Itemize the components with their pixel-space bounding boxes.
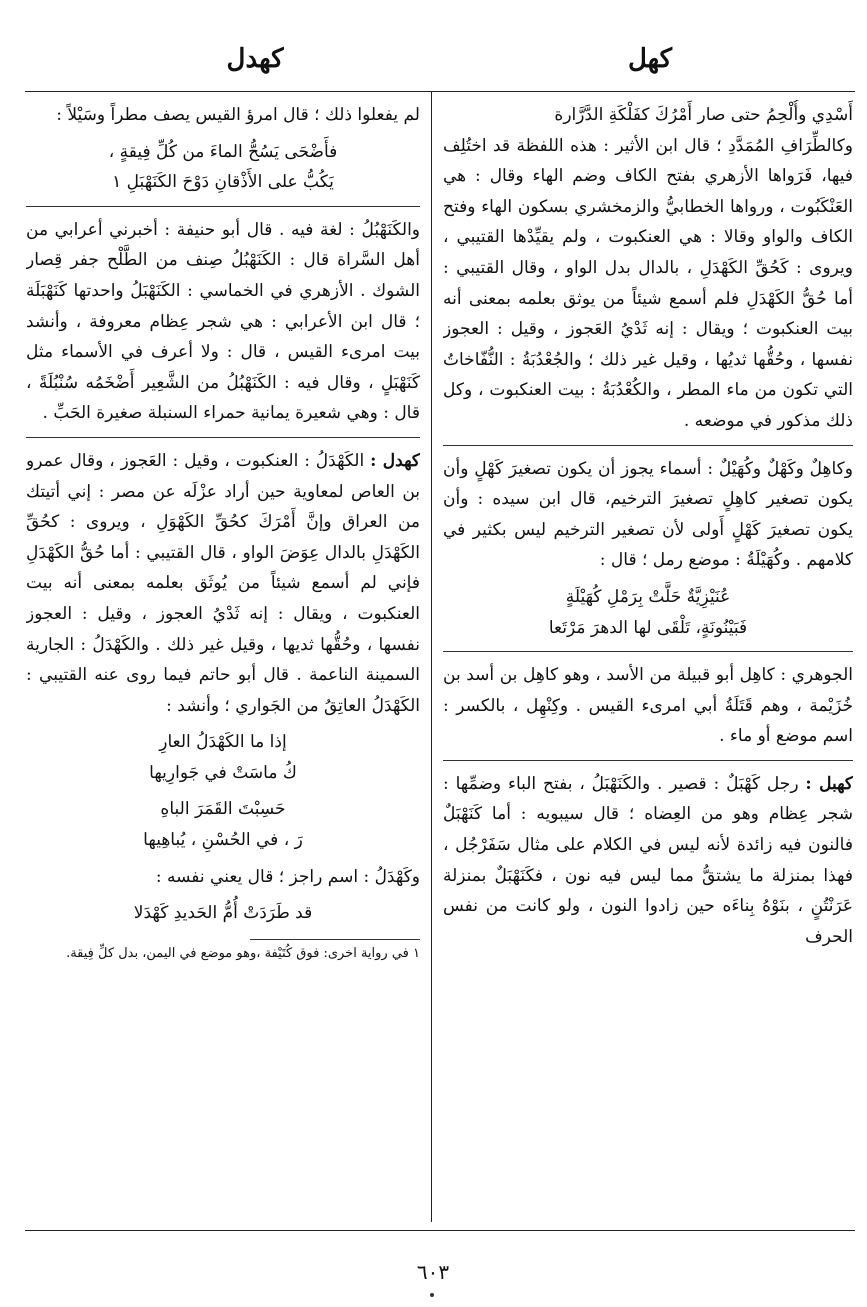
paragraph xyxy=(443,454,853,576)
paragraph xyxy=(443,660,853,752)
paragraph xyxy=(26,215,420,429)
verse-line: حَسِبْتَ القَمَرَ الباهِ xyxy=(160,799,286,820)
section-divider xyxy=(26,437,420,438)
right-column xyxy=(443,100,853,1222)
paragraph-text: وكالطِّرَافِ المُمَدَّدِ ؛ قال ابن الأثير : هذه اللفظة قد اختُلِف فيها، فَرَواها الأزهري بفتح الكاف وضم الهاء وقال : هي العَنْكَبُوت ، ورواها الخطابيُّ والزمخشري بسكون الهاء وفتح الكاف والواو وقالا : هي العنكبوت ، ولم يقيِّدْها القتيبي ، ويروى : كَحُقِّ الكَهْدَلِ ، بالدال بدل الواو ، وقال القتيبي : أما حُقُّ الكَهْدَلِ فلم أسمع شيئاً من يوثق بعلمه بمعنى أنه بيت العنكبوت ؛ ويقال : إنه ثَدْيُ العَجوز ، وقيل : العجوز نفسها ، وحُقُّها ثديُها ، وقيل غير ذلك ؛ والجُعْدُبَةُ : النُّفّاخاتُ التي تكون من ماء المطر ، والكُعْدُبَةُ : بيت العنكبوت ، وكل ذلك مذكور في موضعه . xyxy=(443,135,853,431)
verse-block xyxy=(26,137,420,198)
verse-block xyxy=(26,727,420,788)
paragraph-text: الكَهْدَلُ : العنكبوت ، وقيل : العَجوز ، وقال عمرو بن العاص لمعاوية حين أراد عزْلَه عن مصر : إني أتيتك من العراق وإنَّ أَمْرَكَ كحُقِّ الكَهْوَلِ ، ويروى : كحُقِّ الكَهْدَلِ بالدال عِوَضَ الواو ، قال القتيبي : أما حُقُّ الكَهْدَلِ فإني لم أسمع شيئاً من يُوثَق بعلمه بمعنى أنه بيت العنكبوت ، ويقال : إنه ثَدْيُ العجوز ، وقيل : العجوز نفسها ، وحُقُّها ثديها ، وقيل غير ذلك . والكَهْدَلُ : الجارية السمينة الناعمة . قال أبو حاتم فيما روى عنه القتيبي : الكَهْدَلُ العاتِقُ من الجَواري ؛ وأنشد : xyxy=(26,450,420,716)
bottom-rule xyxy=(25,1230,855,1231)
paragraph-text: رجل كَهْبَلٌ : قصير . والكَنَهْبَلُ ، بفتح الباء وضمِّها : شجر عِظام وهو من العِضاه ؛ قال سيبويه : أما كَنَهْبَلٌ فالنون فيه زائدة لأنه ليس في الكلام على مثال سَفَرْجُل ، فهذا بمنزلة ما يشتقُّ مما ليس فيه نون ، فكَنَهْبَلٌ بمنزلة عَرَنْتُنٍ ، بنَوْهُ بِناءَه حين زادوا النون ، ولو كانت من نفس الحرف xyxy=(443,773,853,947)
paragraph-text: وكَهْدَلُ : اسم راجز ؛ قال يعني نفسه : xyxy=(155,866,420,887)
page-number: ٦٠٣ xyxy=(416,1260,450,1284)
paragraph xyxy=(26,446,420,721)
verse-line: قد طَرَدَتْ أُمُّ الحَديدِ كَهْدَلا xyxy=(133,903,313,924)
section-divider xyxy=(26,206,420,207)
paragraph xyxy=(26,100,420,131)
verse-line: عُنَيْزِيَّةٌ حَلَّتْ بِرَمْلِ كُهَيْلَةٍ xyxy=(565,586,731,607)
section-divider xyxy=(443,445,853,446)
paragraph-text: وكاهِلٌ وكَهْلٌ وكُهَيْلٌ : أسماء يجوز أن يكون تصغيرَ كَهْلٍ وأن يكون تصغير كاهِلٍ تصغيرَ الترخيم، قال ابن سيده : وأن يكون تصغيرَ كَهْلٍ أَولى لأن تصغير الترخيم ليس بكثير في كلامهم . وكُهَيْلَةُ : موضع رمل ؛ قال : xyxy=(443,458,853,571)
entry-headword: كهدل : xyxy=(370,450,420,471)
page-dot xyxy=(430,1293,434,1297)
paragraph-text: أَسْدِي وأُلْحِمُ حتى صار أَمْرُكَ كفَلْكَةِ الدَّرَّارة xyxy=(554,105,853,125)
section-divider xyxy=(443,651,853,652)
verse-line: يَكُبُّ على الأَذْقانِ دَوْحَ الكَنَهْبَلِ ١ xyxy=(112,172,334,193)
paragraph-text: الجوهري : كاهِل أبو قبيلة من الأسد ، وهو كاهِل بن أسد بن خُزَيْمة ، وهم قَتَلَةُ أبي امرىء القيس . وكِنْهِل ، بالكسر : اسم موضع أو ماء . xyxy=(443,665,853,747)
verse-line: فَبَيْنُونَةٍ، تَلْقَى لها الدهرَ مَرْتَعا xyxy=(548,617,748,638)
paragraph xyxy=(443,100,853,131)
paragraph xyxy=(443,131,853,437)
footnote-rule xyxy=(250,939,420,940)
verse-block xyxy=(26,794,420,855)
entry-headword: كهبل : xyxy=(805,773,853,794)
verse-block xyxy=(26,898,420,929)
column-divider-rule xyxy=(431,92,432,1222)
right-column-header: كهل xyxy=(627,44,673,74)
section-divider xyxy=(443,760,853,761)
paragraph-text: لم يفعلوا ذلك ؛ قال امرؤ القيس يصف مطراً وسَيْلاً : xyxy=(56,105,420,125)
left-column xyxy=(26,100,420,1222)
verse-line: إذا ما الكَهْدَلُ العارِ xyxy=(159,732,287,753)
paragraph xyxy=(443,769,853,953)
left-column-header: كهدل xyxy=(226,44,284,74)
top-rule xyxy=(25,91,855,92)
footnote: ١ في رواية اخرى: فوق كُتَيْفة ،وهو موضع في اليمن، بدل كلِّ فِيقة. xyxy=(66,945,420,961)
verse-line: رَ ، في الحُسْنِ ، يُباهِيها xyxy=(143,830,303,851)
verse-line: كُ ماسَتْ في جَوارِيها xyxy=(149,762,297,783)
verse-block xyxy=(443,582,853,643)
verse-line: فأَضْحَى يَسُحُّ الماءَ من كُلِّ فِيقةٍ ، xyxy=(108,141,338,162)
paragraph xyxy=(26,862,420,893)
paragraph-text: والكَنَهْبُلُ : لغة فيه . قال أبو حنيفة : أخبرني أعرابي من أهل السَّراة قال : الكَنَهْبُلُ صِنف من الطَّلْح جفر قِصار الشوك . الأزهري في الخماسي : الكَنَهْبَلُ واحدتها كَنَهْبَلَة ؛ قال ابن الأعرابي : هي شجر عِظام معروفة ، وأنشد بيت امرىء القيس ، قال : ولا أعرف في الأسماء مثل كَنَهْبَلٍ ، وقال فيه : الكَنَهْبُلُ من الشَّعِير أَضْخَمُه سُنْبُلَةً ، قال : وهي شعيرة يمانية حمراء السنبلة صغيرة الحَبِّ . xyxy=(26,219,420,424)
